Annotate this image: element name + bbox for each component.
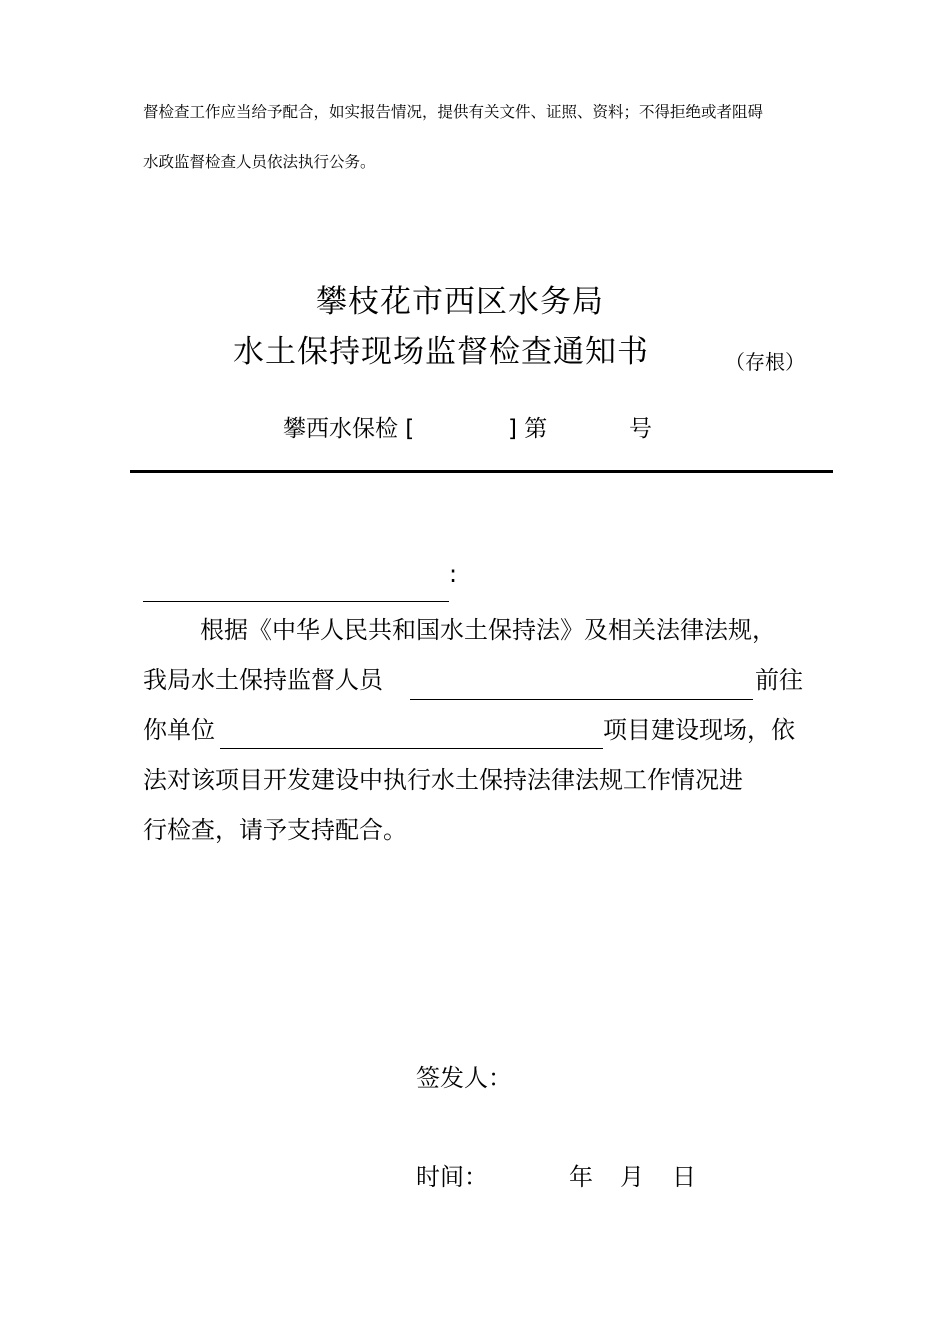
year-label: 年 [569, 1163, 593, 1191]
intro-line-2: 水政监督检查人员依法执行公务。 [143, 153, 376, 171]
time-label: 时间： [416, 1163, 488, 1191]
agency-name: 攀枝花市西区水务局 [316, 284, 604, 320]
paragraph-line-5: 行检查，请予支持配合。 [143, 816, 407, 844]
doc-number-suffix: 号 [629, 416, 652, 442]
intro-line-1: 督检查工作应当给予配合，如实报告情况，提供有关文件、证照、资料；不得拒绝或者阻碍 [143, 103, 764, 121]
paragraph-line-3-start: 你单位 [143, 716, 215, 744]
issuer-label: 签发人： [416, 1064, 512, 1092]
addressee-colon: : [449, 560, 458, 588]
document-title: 水土保持现场监督检查通知书 [233, 334, 649, 370]
stub-label: （存根） [725, 350, 805, 374]
addressee-blank-line [143, 601, 449, 602]
paragraph-line-4: 法对该项目开发建设中执行水土保持法律法规工作情况进 [143, 766, 743, 794]
month-label: 月 [620, 1163, 644, 1191]
inspector-blank-line [410, 699, 753, 700]
paragraph-line-2-end: 前往 [755, 666, 803, 694]
paragraph-line-2-start: 我局水土保持监督人员 [143, 666, 383, 694]
day-label: 日 [672, 1163, 696, 1191]
paragraph-line-3-end: 项目建设现场，依 [603, 716, 795, 744]
unit-blank-line [220, 748, 603, 749]
header-divider [130, 470, 833, 473]
doc-number-prefix: 攀西水保检 [ [283, 416, 415, 442]
paragraph-line-1: 根据《中华人民共和国水土保持法》及相关法律法规， [200, 616, 776, 644]
doc-number-mid: ] 第 [508, 416, 548, 442]
